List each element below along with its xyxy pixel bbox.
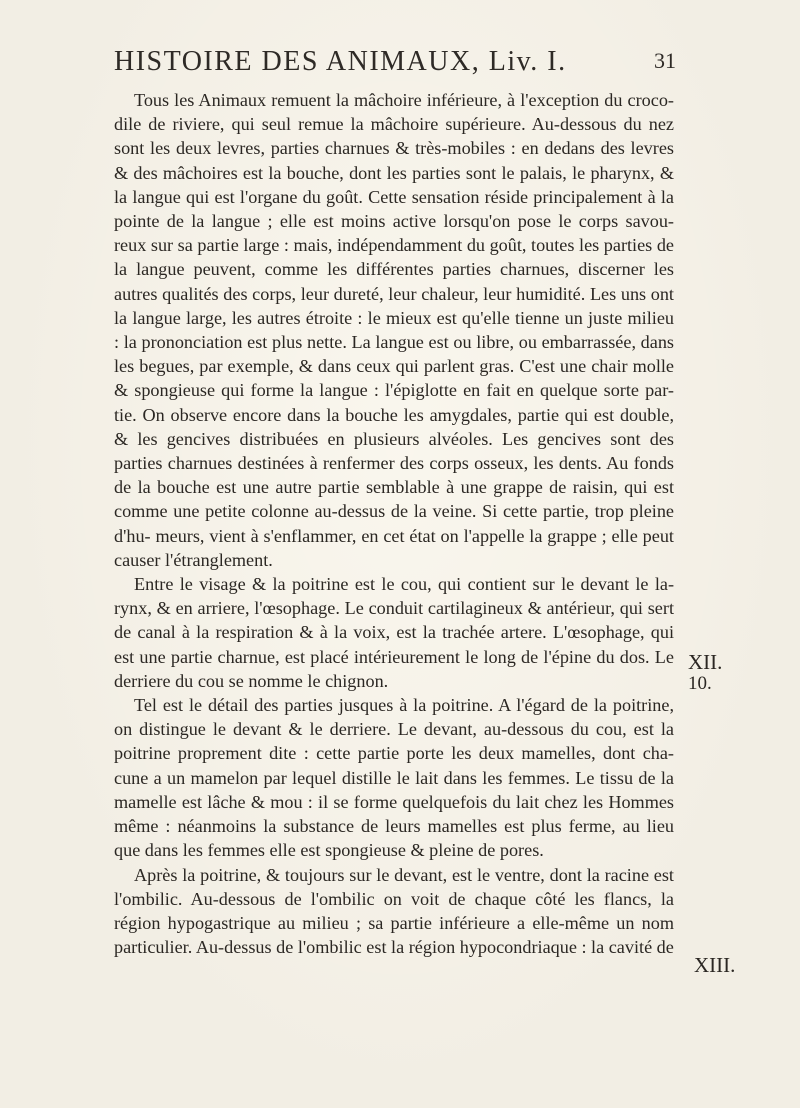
paragraph-neck: Entre le visage & la poitrine est le cou, qui contient sur le devant le la- rynx, & en arriere, l'œsophage. Le conduit cartilagineux & antérieur, qui sert de canal à la respiration & à la voix, est la trachée artere. L'œsophage, qui est une partie charnue, est placé intérieurement le long de l'épine du dos. Le derriere du cou se nomme le chignon. [114, 574, 674, 691]
margin-note-xii [688, 652, 722, 694]
margin-note-xii-numeral: XII. [688, 650, 723, 674]
paragraph-mouth: Tous les Animaux remuent la mâchoire inférieure, à l'exception du croco- dile de riviere, qui seul remue la mâchoire supérieure. Au-dessous du nez sont les deux levres, parties charnues & très-mobiles : en dedans des levres & des mâchoires est la bouche, dont les parties sont le palais, le pharynx, & la langue qui est l'organe du goût. Cette sensation réside principalement à la pointe de la langue ; elle est moins active lorsqu'on pose le corps savou- reux sur sa partie large : mais, indépendamment du goût, toutes les parties de la langue peuvent, comme les différentes parties charnues, discerner les autres qualités des corps, leur dureté, leur chaleur, leur humidité. Les uns ont la langue large, les autres étroite : le mieux est qu'elle tienne un juste milieu : la prononciation est plus nette. La langue est ou libre, ou embarrassée, dans les begues, par exemple, & dans ceux qui parlent gras. C'est une chair molle & spongieuse qui forme la langue : l'épiglotte en fait en quelque sorte par- tie. On observe encore dans la bouche les amygdales, partie qui est double, & les gencives distribuées en plusieurs alvéoles. Les gencives sont des parties charnues destinées à renfermer des corps osseux, les dents. Au fonds de la bouche est une autre partie semblable à une grappe de raisin, qui est comme une petite colonne au-dessus de la veine. Si cette partie, trop pleine d'hu- meurs, vient à s'enflammer, en cet état on l'appelle la grappe ; elle peut causer l'étranglement. [114, 90, 674, 570]
paragraph-belly: Après la poitrine, & toujours sur le devant, est le ventre, dont la racine est l'ombilic. Au-dessous de l'ombilic on voit de chaque côté les flancs, la région hypogastrique au milieu ; sa partie inférieure a elle-même un nom particulier. Au-dessus de l'ombilic est la région hypocondriaque : la cavité de [114, 864, 674, 958]
running-title: HISTOIRE DES ANIMAUX, Liv. I. [114, 46, 567, 77]
margin-note-xiii-numeral: XIII. [694, 953, 736, 977]
body-text [114, 88, 674, 959]
page-number: 31 [654, 48, 676, 73]
margin-note-xii-number: 10. [688, 673, 712, 694]
paragraph-chest: Tel est le détail des parties jusques à la poitrine. A l'égard de la poitrine, on distingue le devant & le derriere. Le devant, au-dessous du cou, est la poitrine proprement dite : cette partie porte les deux mamelles, dont cha- cune a un mamelon par lequel distille le lait dans les femmes. Le tissu de la mamelle est lâche & mou : il se forme quelquefois du lait chez les Hommes même : néanmoins la substance de leurs mamelles est plus ferme, au lieu que dans les femmes elle est spongieuse & pleine de pores. [114, 695, 674, 861]
page-header [114, 44, 674, 84]
margin-note-xiii [694, 955, 735, 975]
